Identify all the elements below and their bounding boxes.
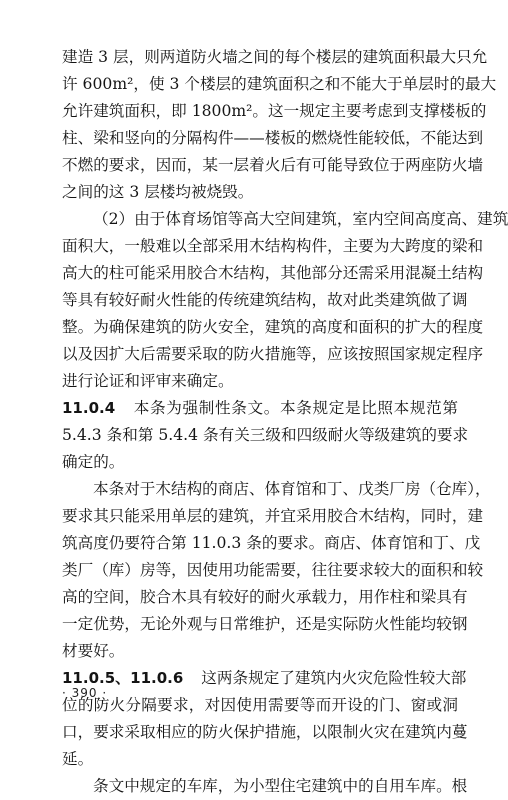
text-line: 本条对于木结构的商店、体育馆和丁、戊类厂房（仓库）， (93, 480, 491, 498)
text-line: （2）由于体育场馆等高大空间建筑，室内空间高度高、建筑 (93, 210, 508, 228)
text-line: 之间的这 3 层楼均被烧毁。 (62, 183, 254, 201)
text-line: 位的防火分隔要求，对因使用需要等而开设的门、窗或洞 (62, 696, 458, 714)
text-line: 类厂（库）房等，因使用功能需要，往往要求较大的面积和较 (62, 561, 484, 579)
text-line: 材要好。 (62, 642, 125, 660)
text-line: 等具有较好耐火性能的传统建筑结构，故对此类建筑做了调 (62, 291, 468, 309)
text-line: 不燃的要求，因而，某一层着火后有可能导致位于两座防火墙 (62, 156, 484, 174)
text-line: 高的空间，胶合木具有较好的耐火承载力，用作柱和梁具有 (62, 588, 468, 606)
text-line: 以及因扩大后需要采取的防火措施等，应该按照国家规定程序 (62, 345, 484, 363)
text-line: 许 600m²，使 3 个楼层的建筑面积之和不能大于单层时的最大 (62, 75, 497, 93)
text-line: 条文中规定的车库，为小型住宅建筑中的自用车库。根 (93, 777, 468, 795)
text-line: 延。 (62, 750, 94, 768)
text-line: 筑高度仍要符合第 11.0.3 条的要求。商店、体育馆和丁、戊 (62, 534, 481, 552)
text-line: 一定优势，无论外观与日常维护，还是实际防火性能均较钢 (62, 615, 468, 633)
text-line: 确定的。 (62, 453, 125, 471)
body-text (62, 44, 508, 800)
text-line: 整。为确保建筑的防火安全，建筑的高度和面积的扩大的程度 (62, 318, 484, 336)
text-line: 允许建筑面积，即 1800m²。这一规定主要考虑到支撑楼板的 (62, 102, 487, 120)
text-line: 5.4.3 条和第 5.4.4 条有关三级和四级耐火等级建筑的要求 (62, 426, 469, 444)
text-line: 柱、梁和竖向的分隔构件——楼板的燃烧性能较低，不能达到 (62, 129, 484, 147)
section-heading-line: 11.0.4 本条为强制性条文。本条规定是比照本规范第 (62, 399, 458, 417)
text-line: 面积大，一般难以全部采用木结构构件，主要为大跨度的梁和 (62, 237, 484, 255)
text-line: 要求其只能采用单层的建筑，并宜采用胶合木结构，同时，建 (62, 507, 484, 525)
text-line: 建造 3 层，则两道防火墙之间的每个楼层的建筑面积最大只允 (62, 48, 488, 66)
section-heading-line: 11.0.5、11.0.6 这两条规定了建筑内火灾危险性较大部 (62, 669, 467, 687)
text-line: 口，要求采取相应的防火保护措施，以限制火灾在建筑内蔓 (62, 723, 468, 741)
page-number: · 390 · (62, 686, 108, 700)
text-line: 进行论证和评审来确定。 (62, 372, 234, 390)
section-number: 11.0.4 (62, 399, 116, 417)
section-number: 11.0.5、11.0.6 (62, 669, 184, 687)
text-line: 高大的柱可能采用胶合木结构，其他部分还需采用混凝土结构 (62, 264, 484, 282)
